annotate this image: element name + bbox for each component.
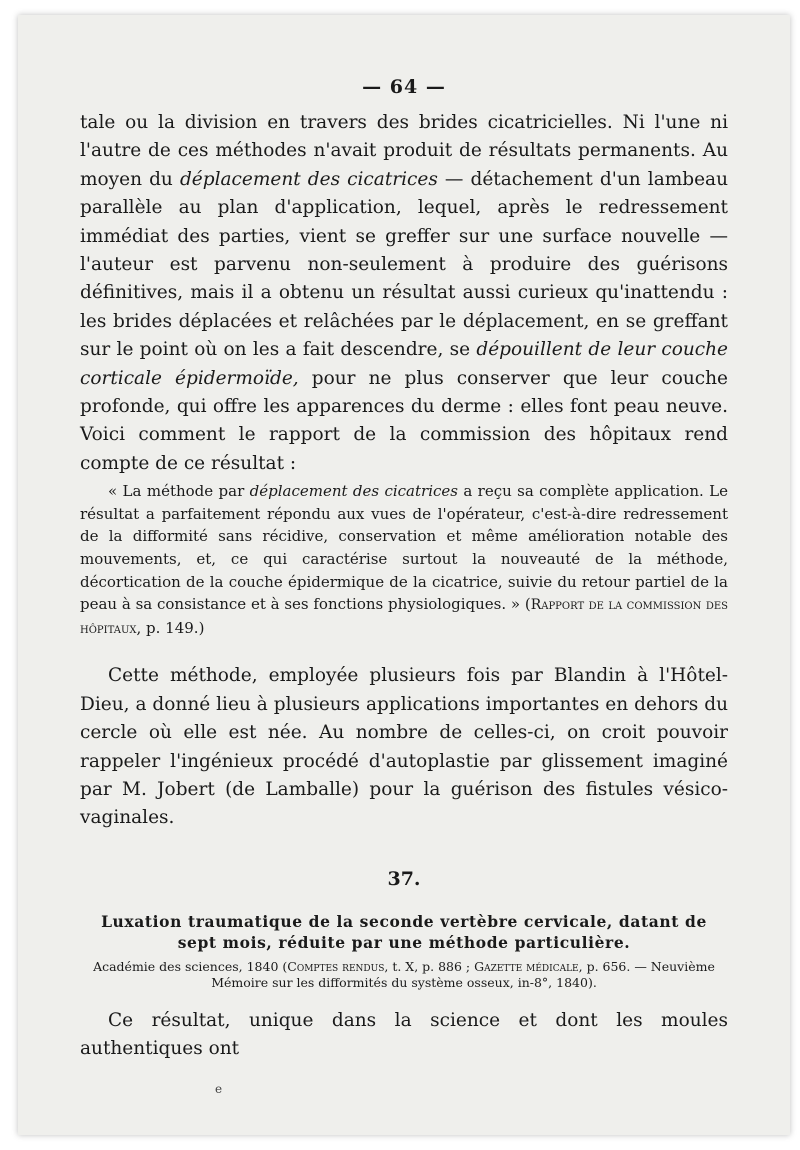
body-paragraph-1: tale ou la division en travers des brides cicatricielles. Ni l'une ni l'autre de ces méthodes n'avait produit de résultats permanents. Au moyen du déplacement des cicatrices — détachement d'un lambeau parallèle au plan d'application, lequel, après le redressement immédiat des parties, vient se greffer sur une surface nouvelle — l'auteur est parvenu non-seulement à produire des guérisons définitives, mais il a obtenu un résultat aussi curieux qu'inattendu : les brides déplacées et relâchées par le déplacement, en se greffant sur le point où on les a fait descendre, se dépouillent de leur couche corticale épidermoïde, pour ne plus conserver que leur couche profonde, qui offre les apparences du derme : elles font peau neuve. Voici comment le rapport de la commission des hôpitaux rend compte de ce résultat : — [80, 112, 729, 474]
document-page — [18, 15, 790, 1135]
emphasis-depouillent: dépouillent de leur couche corticale épidermoïde, — [80, 339, 729, 389]
page-number: — 64 — — [362, 76, 446, 98]
report-source: Rapport de la commission des hôpitaux — [80, 597, 728, 637]
body-paragraph-2: Cette méthode, employée plusieurs fois par Blandin à l'Hôtel-Dieu, a donné lieu à plusieurs applications importantes en dehors du cercle où elle est née. Au nombre de celles-ci, on croit pouvoir rappeler l'ingénieux procédé d'autoplastie par glissement imaginé par M. Jobert (de Lamballe) pour la guérison des fistules vésico-vaginales. — [80, 665, 728, 829]
body-paragraph-3: Ce résultat, unique dans la science et dont les moules authentiques ont — [80, 1009, 728, 1060]
section-citation: Académie des sciences, 1840 (Comptes rendus, t. X, p. 886 ; Gazette médicale, p. 656. — Neuvième Mémoire sur les difformités du système osseux, in-8°, 1840). — [93, 958, 715, 990]
quoted-report: « La méthode par déplacement des cicatrices a reçu sa complète application. Le résultat a parfaitement répondu aux vues de l'opérateur, c'est-à-dire redressement de la difformité sans récidive, conservation et même amélioration notable des mouvements, et, ce qui caractérise surtout la nouveauté de la méthode, décortication de la couche épidermique de la cicatrice, suivie du retour partiel de la peau à sa consistance et à ses fonctions physiologiques. » (Rapport de la commission des hôpitaux, p. 149.) — [80, 482, 728, 637]
footer-signature-mark: e — [215, 1082, 223, 1096]
emphasis-deplacement: déplacement des cicatrices — [179, 168, 438, 190]
page-content — [80, 75, 728, 1064]
section-title: Luxation traumatique de la seconde vertèbre cervicale, datant de sept mois, réduite par une méthode particulière. — [101, 911, 707, 952]
section-number: 37. — [387, 867, 421, 890]
